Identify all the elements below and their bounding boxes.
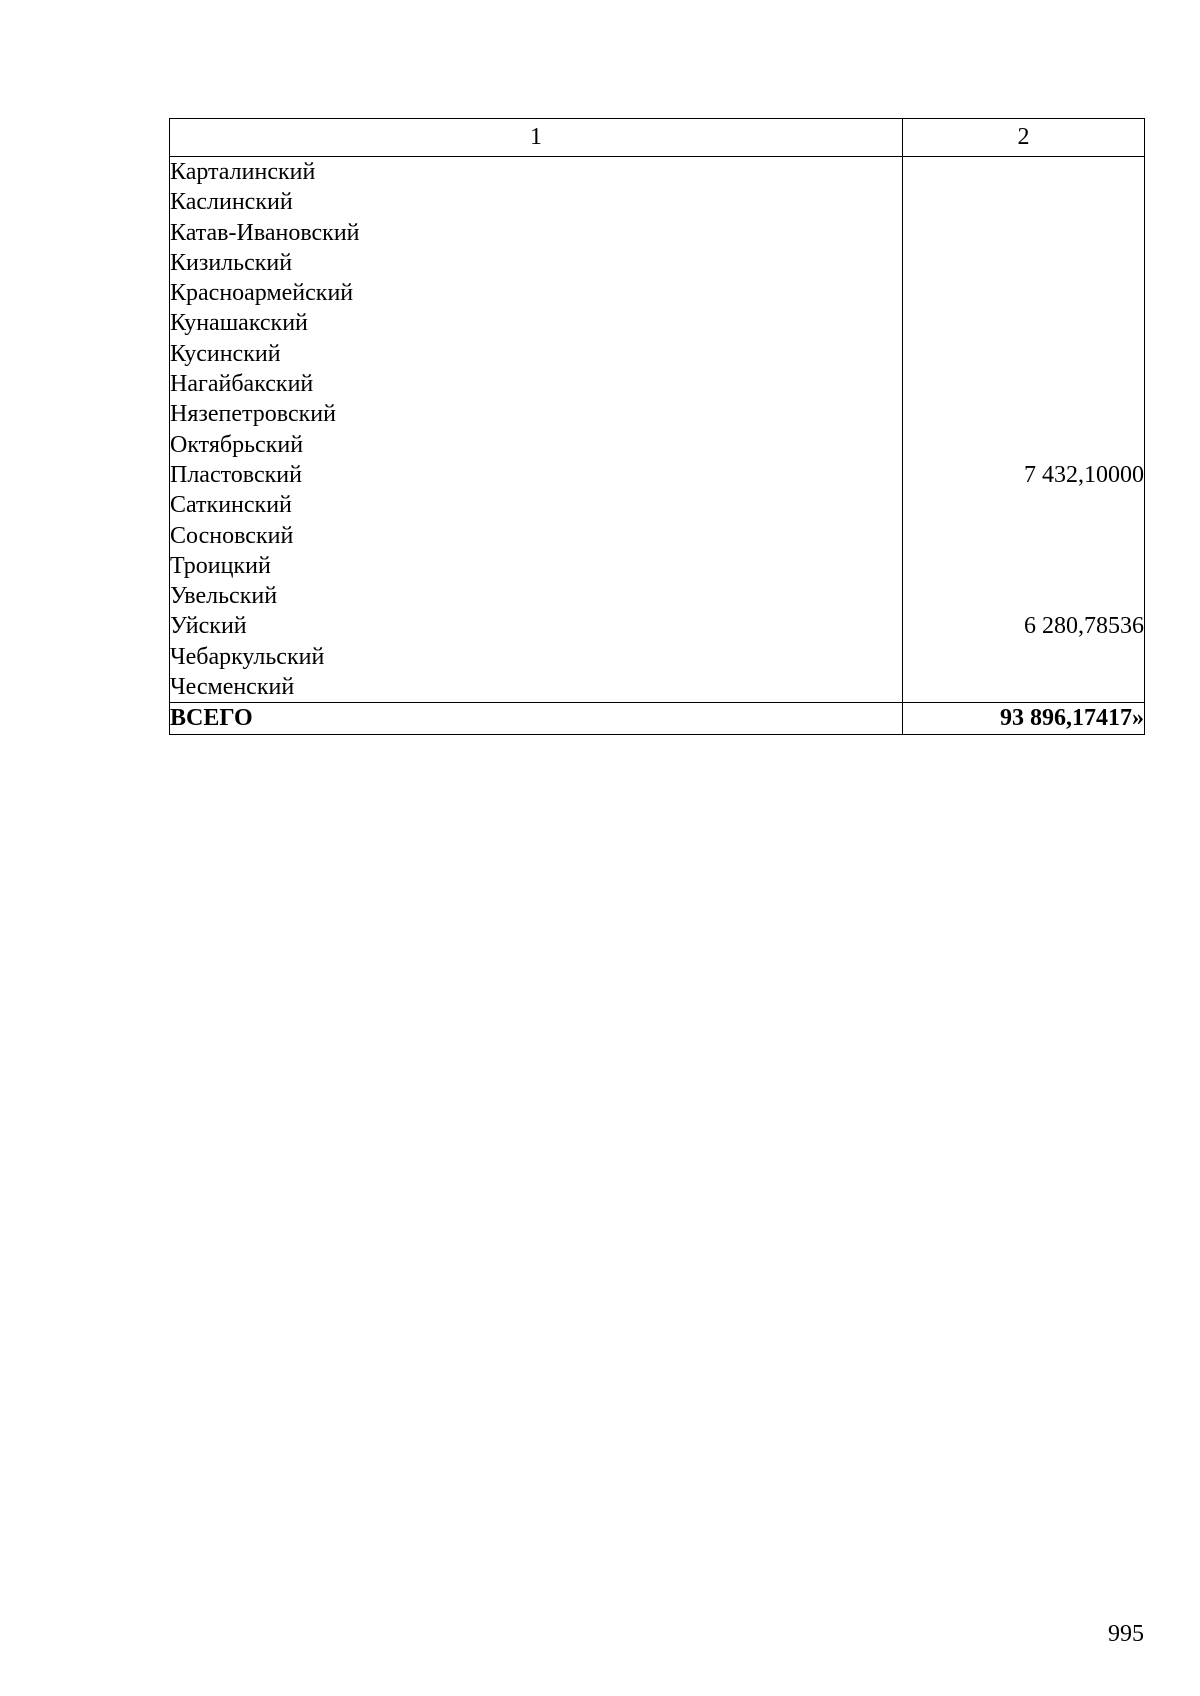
- district-value: [903, 369, 1144, 399]
- district-value: [903, 490, 1144, 520]
- district-value: [903, 157, 1144, 187]
- district-name: Кизильский: [170, 249, 293, 276]
- district-value: [903, 248, 1144, 278]
- district-name: Красноармейский: [170, 280, 354, 307]
- district-value: [903, 642, 1144, 672]
- page-number: 995: [1108, 1621, 1144, 1647]
- district-name: Увельский: [170, 583, 278, 610]
- district-value: [903, 521, 1144, 551]
- table-body-row: [170, 157, 1145, 703]
- district-name: Катав-Ивановский: [170, 219, 360, 246]
- district-value: [903, 218, 1144, 248]
- district-names-cell: [170, 157, 903, 703]
- district-value: 6 280,78536: [1024, 613, 1144, 640]
- district-name: Чесменский: [170, 674, 295, 701]
- district-name: Саткинский: [170, 492, 292, 519]
- district-value: [903, 672, 1144, 702]
- district-name: Пластовский: [170, 461, 302, 488]
- district-name: Нязепетровский: [170, 401, 336, 428]
- district-name: Сосновский: [170, 522, 294, 549]
- district-name: Октябрьский: [170, 431, 304, 458]
- district-value: [903, 430, 1144, 460]
- district-value: [903, 581, 1144, 611]
- total-row: [170, 703, 1145, 735]
- district-name: Троицкий: [170, 552, 271, 579]
- district-value: [903, 339, 1144, 369]
- district-values-cell: [903, 157, 1145, 703]
- district-name: Чебаркульский: [170, 643, 325, 670]
- district-value: 7 432,10000: [1024, 461, 1144, 488]
- column-header-1: 1: [170, 119, 903, 157]
- district-name: Кунашакский: [170, 310, 308, 337]
- district-value: [903, 187, 1144, 217]
- table-header-row: [170, 119, 1145, 157]
- district-name: Каслинский: [170, 189, 293, 216]
- district-name: Карталинский: [170, 159, 316, 185]
- column-header-2: 2: [903, 119, 1145, 157]
- total-label: ВСЕГО: [170, 703, 903, 735]
- district-name: Кусинский: [170, 340, 281, 367]
- district-value: [903, 308, 1144, 338]
- district-name: Уйский: [170, 613, 247, 640]
- district-value: [903, 399, 1144, 429]
- district-name: Нагайбакский: [170, 371, 314, 398]
- district-value: [903, 278, 1144, 308]
- district-table: [169, 118, 1145, 735]
- total-value: 93 896,17417»: [903, 703, 1145, 735]
- district-value: [903, 551, 1144, 581]
